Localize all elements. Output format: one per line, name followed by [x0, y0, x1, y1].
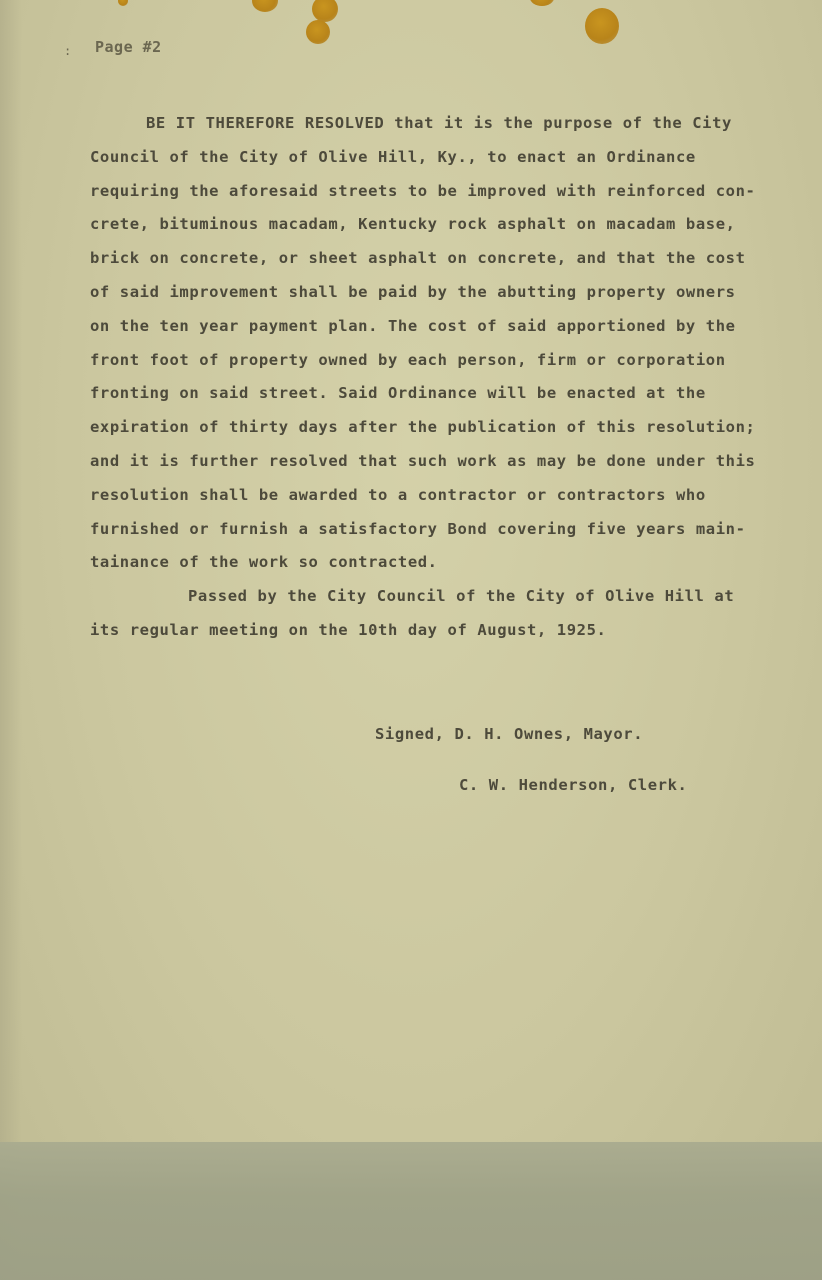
margin-tick: : — [64, 44, 72, 58]
resolution-paragraph — [90, 107, 790, 648]
page-number: Page #2 — [95, 38, 162, 56]
text-line: crete, bituminous macadam, Kentucky rock asphalt on macadam base, — [90, 215, 736, 234]
text-line: front foot of property owned by each person, firm or corporation — [90, 350, 726, 369]
text-line: tainance of the work so contracted. — [90, 553, 438, 572]
text-line: fronting on said street. Said Ordinance will be enacted at the — [90, 384, 706, 403]
text-line: Council of the City of Olive Hill, Ky., to enact an Ordinance — [90, 147, 696, 166]
text-line: and it is further resolved that such work as may be done under this — [90, 451, 756, 470]
text-line: furnished or furnish a satisfactory Bond covering five years main- — [90, 519, 746, 538]
text-line: expiration of thirty days after the publication of this resolution; — [90, 418, 756, 437]
text-line: of said improvement shall be paid by the abutting property owners — [90, 282, 736, 301]
text-line: Passed by the City Council of the City of Olive Hill at — [188, 587, 735, 606]
text-line: resolution shall be awarded to a contractor or contractors who — [90, 485, 706, 504]
text-line: on the ten year payment plan. The cost of said apportioned by the — [90, 316, 736, 335]
stain-mark — [306, 20, 330, 44]
signature-clerk: C. W. Henderson, Clerk. — [459, 776, 688, 794]
paper-left-edge — [0, 0, 22, 1280]
text-line: BE IT THEREFORE RESOLVED that it is the purpose of the City — [146, 114, 732, 132]
signature-mayor: Signed, D. H. Ownes, Mayor. — [375, 725, 644, 743]
scan-background-band — [0, 1142, 822, 1280]
stain-mark — [585, 8, 619, 44]
text-line: requiring the aforesaid streets to be improved with reinforced con- — [90, 181, 756, 200]
text-line: brick on concrete, or sheet asphalt on concrete, and that the cost — [90, 249, 746, 268]
text-line: its regular meeting on the 10th day of August, 1925. — [90, 620, 607, 639]
